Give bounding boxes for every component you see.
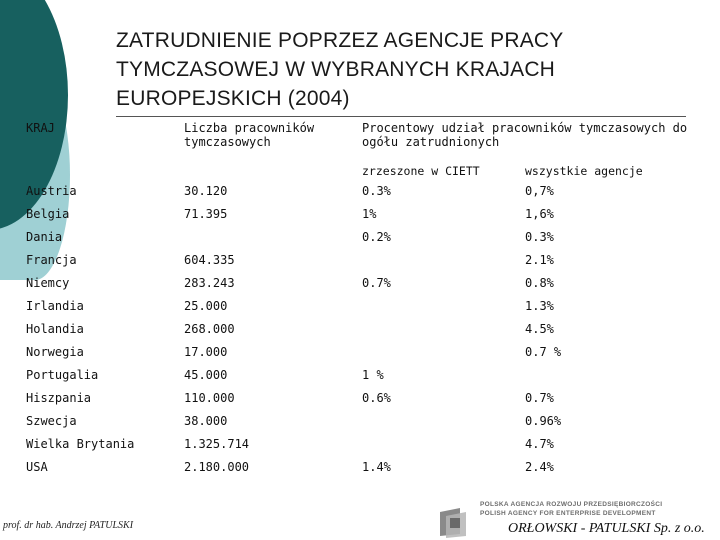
title-line-1: ZATRUDNIENIE POPRZEZ AGENCJE PRACY [116,29,564,52]
ciett-share-cell: 0.2% [362,229,391,244]
all-agencies-share-cell: 0.7% [525,390,554,405]
country-cell: Portugalia [26,367,99,382]
table-row [22,225,709,248]
workers-cell: 268.000 [184,321,235,336]
workers-cell: 38.000 [184,413,228,428]
ciett-share-cell [358,409,521,432]
country-cell: Holandia [26,321,84,336]
all-agencies-share-cell [521,363,709,386]
all-agencies-share-cell: 4.7% [525,436,554,451]
header-ciett: zrzeszone w CIETT [362,164,480,178]
slide-title [116,26,706,113]
workers-cell: 110.000 [184,390,235,405]
ciett-share-cell: 0.6% [362,390,391,405]
header-share: Procentowy udział pracowników tymczasowych do ogółu zatrudnionych [362,121,688,149]
country-cell: Austria [26,183,77,198]
footer-author: prof. dr hab. Andrzej PATULSKI [3,520,134,531]
header-all-agencies: wszystkie agencje [525,164,643,178]
table-row [22,294,709,317]
all-agencies-share-cell: 0.8% [525,275,554,290]
ciett-share-cell [358,340,521,363]
all-agencies-share-cell: 0,7% [525,183,554,198]
country-cell: Niemcy [26,275,70,290]
all-agencies-share-cell: 0.7 % [525,344,562,359]
all-agencies-share-cell: 0.96% [525,413,562,428]
title-line-3: EUROPEJSKICH (2004) [116,87,350,110]
table-row [22,432,709,455]
table-body [22,179,709,478]
employment-table [22,118,709,478]
country-cell: Francja [26,252,77,267]
ciett-share-cell: 1% [362,206,377,221]
ciett-share-cell [358,317,521,340]
agency-logo-icon [438,506,474,538]
workers-cell [180,225,358,248]
footer-company: ORŁOWSKI - PATULSKI Sp. z o.o. [508,521,705,536]
workers-cell: 45.000 [184,367,228,382]
header-country: KRAJ [26,121,55,135]
country-cell: Belgia [26,206,70,221]
ciett-share-cell: 0.7% [362,275,391,290]
ciett-share-cell: 1 % [362,367,384,382]
workers-cell: 30.120 [184,183,228,198]
workers-cell: 1.325.714 [184,436,250,451]
country-cell: Irlandia [26,298,84,313]
all-agencies-share-cell: 2.1% [525,252,554,267]
workers-cell: 17.000 [184,344,228,359]
ciett-share-cell [358,294,521,317]
agency-line-1: POLSKA AGENCJA ROZWOJU PRZEDSIĘBIORCZOŚCI [480,501,663,508]
all-agencies-share-cell: 4.5% [525,321,554,336]
all-agencies-share-cell: 0.3% [525,229,554,244]
workers-cell: 25.000 [184,298,228,313]
workers-cell: 283.243 [184,275,235,290]
table-row [22,409,709,432]
country-cell: Szwecja [26,413,77,428]
header-workers: Liczba pracowników tymczasowych [184,121,315,149]
table-row [22,179,709,202]
agency-line-2: POLISH AGENCY FOR ENTERPRISE DEVELOPMENT [480,510,656,517]
table-row [22,271,709,294]
country-cell: Norwegia [26,344,84,359]
table-row [22,455,709,478]
country-cell: Dania [26,229,63,244]
workers-cell: 71.395 [184,206,228,221]
footer-agency [480,500,716,518]
table-row [22,202,709,225]
ciett-share-cell: 1.4% [362,459,391,474]
table-row [22,386,709,409]
all-agencies-share-cell: 2.4% [525,459,554,474]
ciett-share-cell: 0.3% [362,183,391,198]
ciett-share-cell [358,248,521,271]
table-row [22,248,709,271]
header-rule [116,116,686,117]
table-row [22,317,709,340]
table-row [22,340,709,363]
all-agencies-share-cell: 1.3% [525,298,554,313]
workers-cell: 2.180.000 [184,459,250,474]
workers-cell: 604.335 [184,252,235,267]
country-cell: Hiszpania [26,390,92,405]
title-line-2: TYMCZASOWEJ W WYBRANYCH KRAJACH [116,58,556,81]
table-row [22,363,709,386]
ciett-share-cell [358,432,521,455]
all-agencies-share-cell: 1,6% [525,206,554,221]
country-cell: Wielka Brytania [26,436,135,451]
country-cell: USA [26,459,48,474]
